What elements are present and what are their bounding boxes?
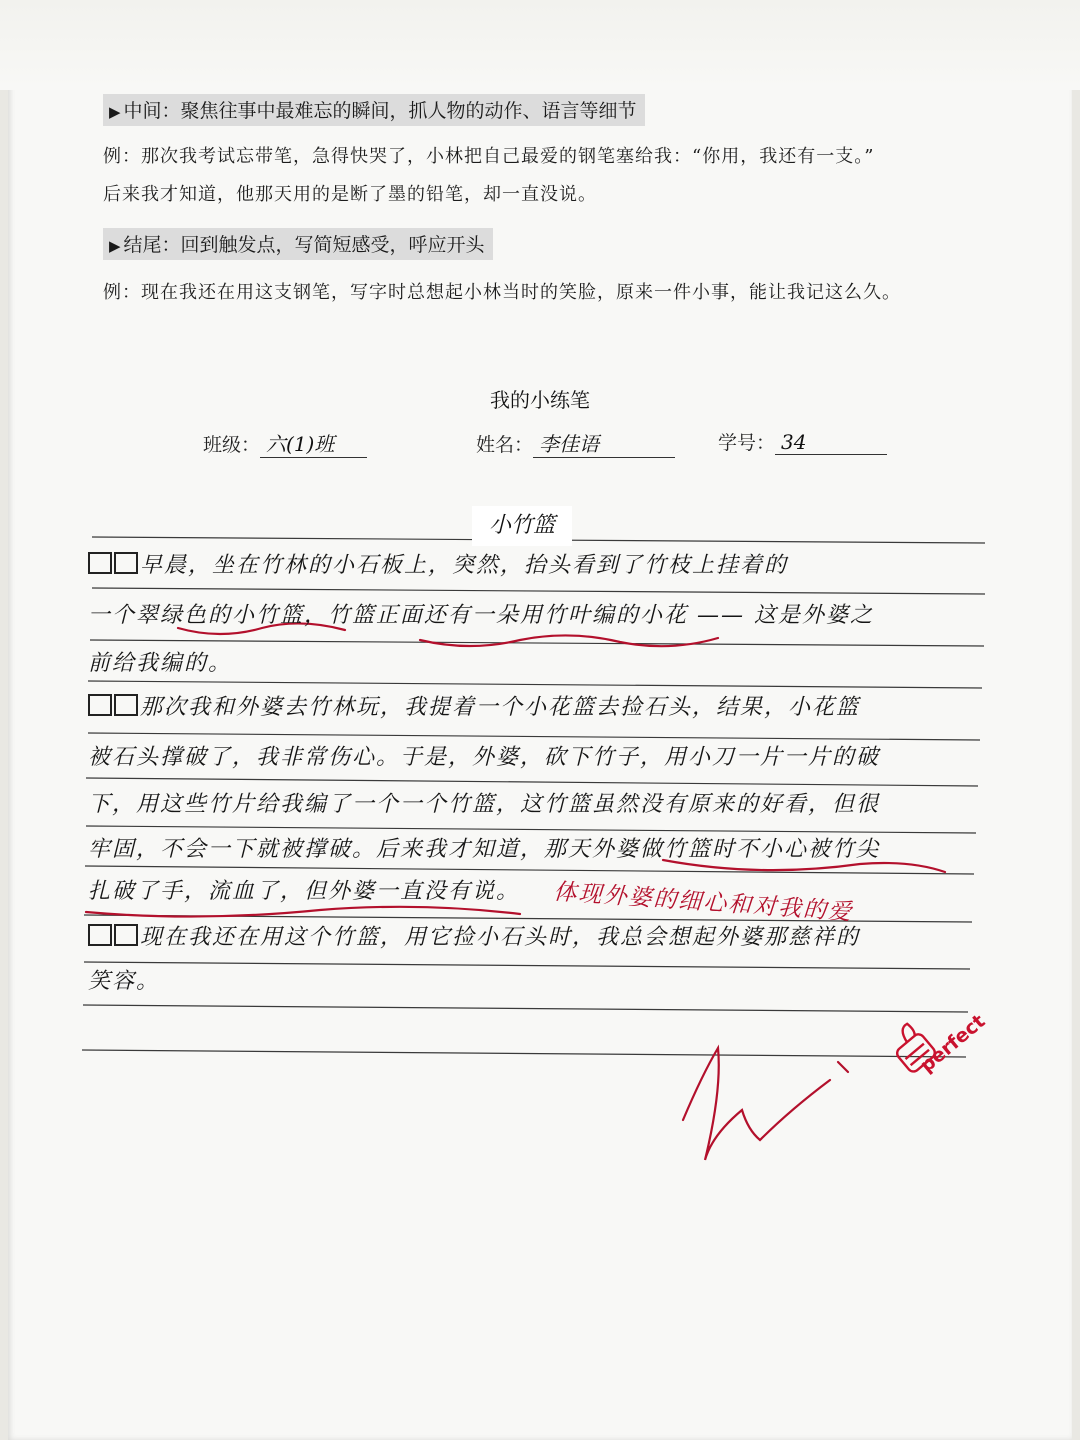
red-underline xyxy=(86,907,520,917)
indent-box xyxy=(88,924,112,946)
essay-line-10: 笑容。 xyxy=(88,969,161,994)
essay-line-3: 前给我编的。 xyxy=(88,651,233,676)
rule-line xyxy=(88,681,982,688)
triangle-right-icon: ▶ xyxy=(109,237,121,255)
rule-line xyxy=(83,1005,968,1012)
middle-heading-text: 中间：聚焦往事中最难忘的瞬间，抓人物的动作、语言等细节 xyxy=(123,100,637,122)
essay-title: 小竹篮 xyxy=(472,506,572,546)
id-value: 34 xyxy=(775,430,887,455)
rule-line xyxy=(86,778,978,786)
essay-line-9 xyxy=(88,920,988,951)
essay-line-6: 下，用这些竹片给我编了一个一个竹篮，这竹篮虽然没有原来的好看，但很 xyxy=(88,792,881,817)
teacher-signature xyxy=(683,1048,830,1160)
stamp-text: perfect xyxy=(916,1010,990,1077)
worksheet-title: 我的小练笔 xyxy=(490,388,590,412)
indent-box xyxy=(114,694,138,716)
name-value: 李佳语 xyxy=(533,428,675,458)
red-underline xyxy=(420,635,718,646)
essay-line-4 xyxy=(88,690,988,721)
class-value: 六(1)班 xyxy=(260,428,367,458)
essay-line-2: 一个翠绿色的小竹篮，竹篮正面还有一朵用竹叶编的小花 —— 这是外婆之 xyxy=(88,603,874,628)
essay-line-8: 扎破了手，流血了，但外婆一直没有说。 xyxy=(88,879,521,904)
indent-box xyxy=(114,552,138,574)
essay-line-5: 被石头撑破了，我非常伤心。于是，外婆，砍下竹子，用小刀一片一片的破 xyxy=(88,745,881,770)
teacher-signature xyxy=(838,1062,848,1072)
end-example: 例：现在我还在用这支钢笔，写字时总想起小林当时的笑脸，原来一件小事，能让我记这么久。 xyxy=(103,282,901,303)
rule-line xyxy=(82,1050,966,1057)
end-heading-text: 结尾：回到触发点，写简短感受，呼应开头 xyxy=(123,234,485,256)
essay-line-text: 那次我和外婆去竹林玩，我提着一个小花篮去捡石头，结果，小花篮 xyxy=(140,695,861,720)
essay-line-7: 牢固，不会一下就被撑破。后来我才知道，那天外婆做竹篮时不小心被竹尖 xyxy=(88,837,881,862)
rule-line xyxy=(92,588,985,594)
essay-line-text: 早晨，坐在竹林的小石板上，突然，抬头看到了竹枝上挂着的 xyxy=(140,553,789,578)
indent-box xyxy=(114,924,138,946)
id-label: 学号： xyxy=(718,432,776,454)
indent-box xyxy=(88,694,112,716)
middle-example-line1: 例：那次我考试忘带笔，急得快哭了，小林把自己最爱的钢笔塞给我：“你用，我还有一支。” xyxy=(103,146,875,167)
triangle-right-icon: ▶ xyxy=(109,103,121,121)
class-label: 班级： xyxy=(203,434,261,456)
teacher-comment: 体现外婆的细心和对我的爱 xyxy=(552,878,854,926)
essay-line-1 xyxy=(88,548,988,579)
essay-line-text: 现在我还在用这个竹篮，用它捡小石头时，我总会想起外婆那慈祥的 xyxy=(140,925,861,950)
rule-line xyxy=(88,733,980,740)
name-label: 姓名： xyxy=(476,434,534,456)
middle-example-line2: 后来我才知道，他那天用的是断了墨的铅笔，却一直没说。 xyxy=(103,184,597,205)
indent-box xyxy=(88,552,112,574)
